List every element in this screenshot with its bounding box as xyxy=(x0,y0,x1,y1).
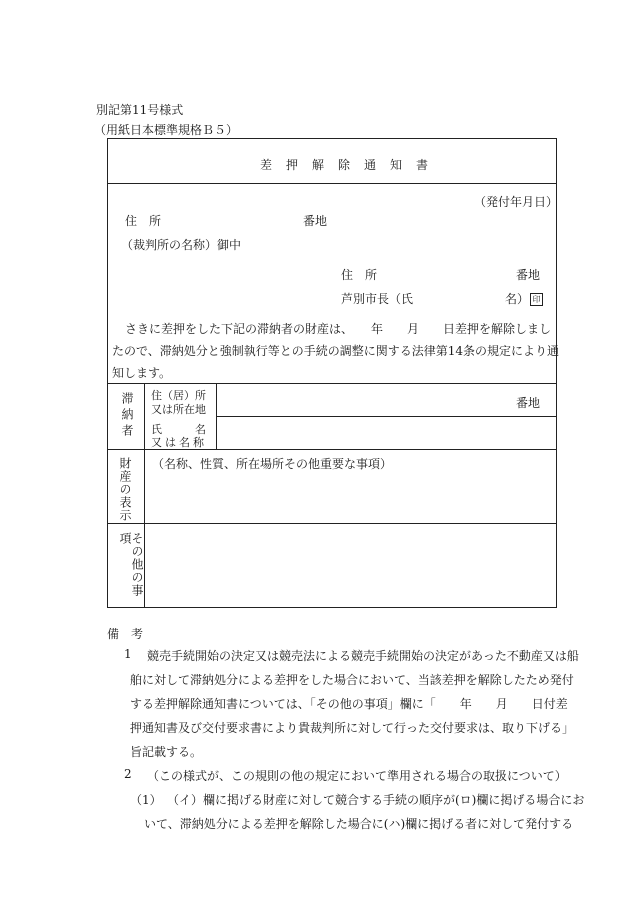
note-1-line-4: 押通知書及び交付要求書により貴裁判所に対して行った交付要求は、取り下げる」 xyxy=(130,721,575,735)
seal-icon: 印 xyxy=(530,293,543,306)
note-2-sub-line-2: いて、滞納処分による差押を解除した場合に(ハ)欄に掲げる者に対して発付する xyxy=(144,817,574,831)
notes-title: 備 考 xyxy=(107,627,144,641)
recipient-address-suffix: 番地 xyxy=(303,214,328,228)
sender-address-label: 住 所 xyxy=(341,268,378,282)
note-1-number: 1 xyxy=(124,647,132,661)
court-name: （裁判所の名称）御中 xyxy=(121,238,242,252)
sender-address-suffix: 番地 xyxy=(516,268,541,282)
note-2-line-1: （この様式が、この規則の他の規定において準用される場合の取扱について） xyxy=(147,769,567,783)
note-1-line-2: 舶に対して滞納処分による差押をした場合において、当該差押を解除したため発付 xyxy=(130,673,574,687)
delinquent-label: 滞納者 xyxy=(120,392,134,440)
label-column-divider xyxy=(144,383,145,608)
sublabel-column-divider xyxy=(216,383,217,449)
delinquent-address-suffix: 番地 xyxy=(516,396,541,410)
property-divider xyxy=(108,523,556,524)
notice-form xyxy=(107,138,560,608)
property-hint: （名称、性質、所在場所その他重要な事項） xyxy=(152,457,393,471)
address-label-line-1: 住（居）所 xyxy=(151,389,206,402)
paper-spec: （用紙日本標準規格Ｂ５） xyxy=(94,123,239,137)
issue-date: （発付年月日） xyxy=(474,195,559,209)
note-1-line-1: 競売手続開始の決定又は競売法による競売手続開始の決定があった不動産又は船 xyxy=(147,649,579,663)
note-1-line-5: 旨記載する。 xyxy=(130,745,203,759)
note-2-sub-line-1: （イ）欄に掲げる財産に対して競合する手続の順序が(ロ)欄に掲げる場合にお xyxy=(167,793,585,807)
note-2-sub-number: （1） xyxy=(130,793,162,807)
body-line-3: 知します。 xyxy=(112,366,172,380)
note-1-line-3: する差押解除通知書については、「その他の事項」欄に「 年 月 日付差 xyxy=(130,697,568,711)
address-label-line-2: 又は所在地 xyxy=(151,403,206,416)
name-label-line-1: 氏 名 xyxy=(151,423,206,436)
body-divider xyxy=(108,383,556,384)
title-divider xyxy=(108,183,556,184)
note-2-number: 2 xyxy=(124,767,132,781)
form-title: 差押解除通知書 xyxy=(260,158,443,172)
body-line-1: さきに差押をした下記の滞納者の財産は、 年 月 日差押を解除しまし xyxy=(125,322,552,336)
mayor-signature xyxy=(505,290,543,307)
address-row-divider xyxy=(216,416,556,417)
mayor-name-suffix: 名） xyxy=(505,292,530,306)
form-number: 別記第11号様式 xyxy=(96,103,184,117)
recipient-address-label: 住 所 xyxy=(125,214,162,228)
other-matters-label: その他の事項 xyxy=(118,532,144,597)
mayor-label: 芦別市長（氏 xyxy=(341,292,414,306)
name-label-line-2: 又は名称 xyxy=(151,436,207,449)
body-line-2: たので、滞納処分と強制執行等との手続の調整に関する法律第14条の規定により通 xyxy=(112,344,560,358)
property-label: 財産の表示 xyxy=(118,457,132,522)
